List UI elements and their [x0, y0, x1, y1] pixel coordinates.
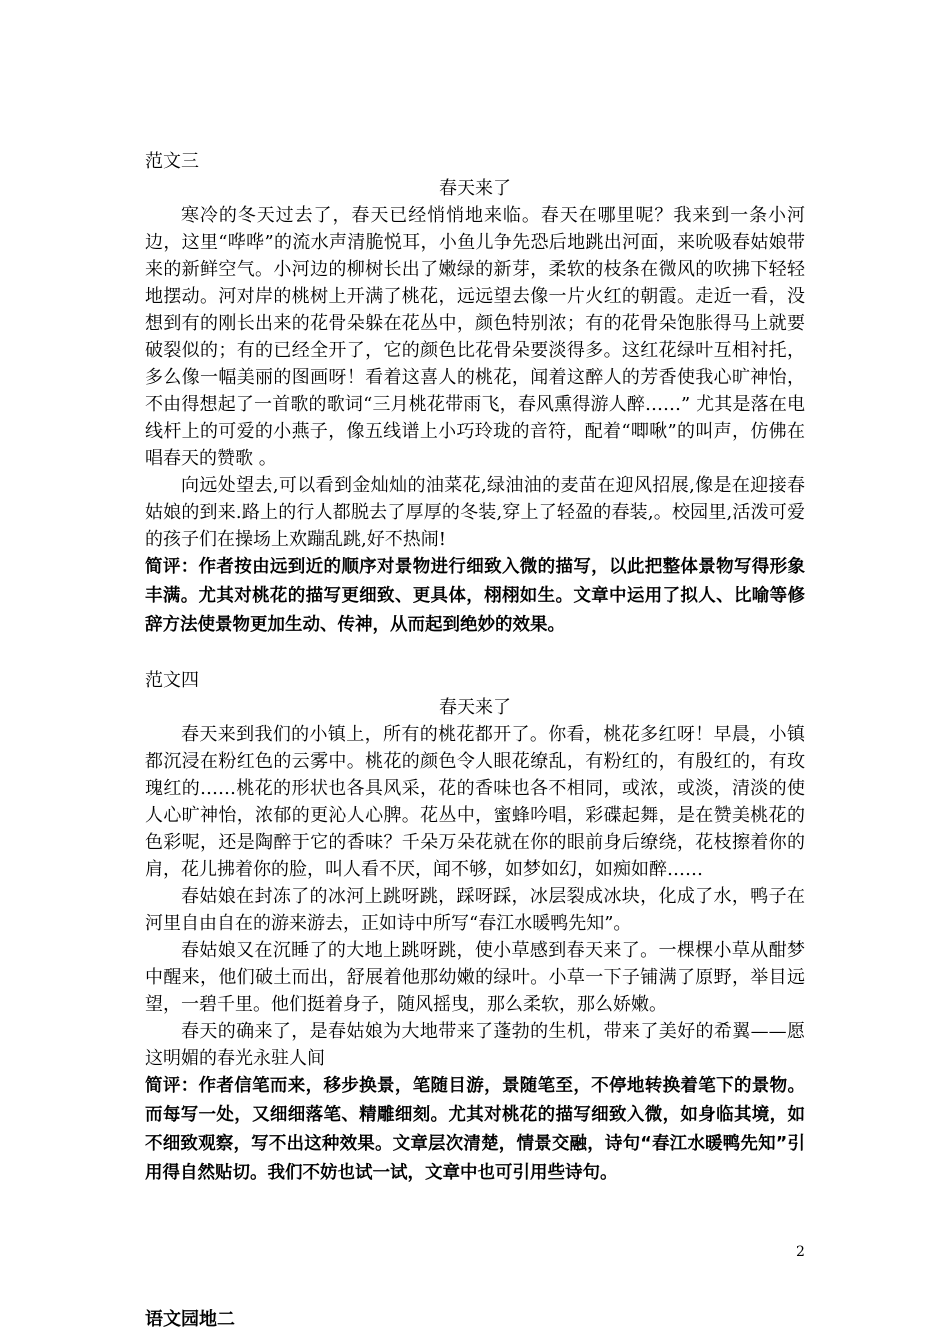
essay4-label: 范文四 [145, 670, 199, 691]
document-page [145, 148, 805, 1333]
essay4-paragraph-1: 春天来到我们的小镇上，所有的桃花都开了。你看，桃花多红呀！早晨，小镇都沉浸在粉红色的云雾中。桃花的颜色令人眼花缭乱，有粉红的，有殷红的，有玫瑰红的……桃花的形状也各具风采，花的香味也各不相同，或浓，或淡，清淡的使人心旷神怡，浓郁的更沁人心脾。花丛中，蜜蜂吟唱，彩碟起舞，是在赞美桃花的色彩呢，还是陶醉于它的香味？千朵万朵花就在你的眼前身后缭绕，花枝擦着你的肩，花儿拂着你的脸，叫人看不厌，闻不够，如梦如幻，如痴如醉…… [145, 724, 805, 880]
page-number: 2 [796, 1244, 805, 1260]
essay4-comment: 简评：作者信笔而来，移步换景，笔随目游，景随笔至，不停地转换着笔下的景物。而每写一处，又细细落笔、精雕细刻。尤其对桃花的描写细致入微，如身临其境，如不细致观察，写不出这种效果。文章层次清楚，情景交融，诗句“春江水暖鸭先知”引用得自然贴切。我们不妨也试一试，文章中也可引用些诗句。 [145, 1076, 805, 1183]
essay3-paragraph-1: 寒冷的冬天过去了，春天已经悄悄地来临。春天在哪里呢？我来到一条小河边，这里“哗哗”的流水声清脆悦耳，小鱼儿争先恐后地跳出河面，来吮吸春姑娘带来的新鲜空气。小河边的柳树长出了嫩绿的新芽，柔软的枝条在微风的吹拂下轻轻地摆动。河对岸的桃树上开满了桃花，远远望去像一片火红的朝霞。走近一看，没想到有的刚长出来的花骨朵躲在花丛中，颜色特别浓；有的花骨朵饱胀得马上就要破裂似的；有的已经全开了，它的颜色比花骨朵要淡得多。这红花绿叶互相衬托，多么像一幅美丽的图画呀！看着这喜人的桃花，闻着这醉人的芳香使我心旷神怡，不由得想起了一首歌的歌词“三月桃花带雨飞，春风熏得游人醉……” 尤其是落在电线杆上的可爱的小燕子，像五线谱上小巧玲珑的音符，配着“唧啾”的叫声，仿佛在唱春天的赞歌 。 [145, 205, 805, 469]
spacer [145, 1188, 805, 1306]
essay4-paragraph-3: 春姑娘又在沉睡了的大地上跳呀跳，使小草感到春天来了。一棵棵小草从酣梦中醒来，他们破土而出，舒展着他那幼嫩的绿叶。小草一下子铺满了原野，举目远望，一碧千里。他们挺着身子，随风摇曳，那么柔软，那么娇嫩。 [145, 940, 805, 1015]
section-heading: 语文园地二 [145, 1309, 235, 1330]
essay4-title: 春天来了 [439, 697, 511, 718]
essay4-paragraph-4: 春天的确来了，是春姑娘为大地带来了蓬勃的生机，带来了美好的希翼——愿这明媚的春光永驻人间 [145, 1021, 805, 1069]
essay3-comment: 简评：作者按由远到近的顺序对景物进行细致入微的描写，以此把整体景物写得形象丰满。尤其对桃花的描写更细致、更具体，栩栩如生。文章中运用了拟人、比喻等修辞方法使景物更加生动、传神，从而起到绝妙的效果。 [145, 557, 805, 635]
essay3-title: 春天来了 [439, 178, 511, 199]
essay4-paragraph-2: 春姑娘在封冻了的冰河上跳呀跳，踩呀踩，冰层裂成冰块，化成了水，鸭子在河里自由自在的游来游去，正如诗中所写“春江水暖鸭先知”。 [145, 886, 805, 934]
essay3-paragraph-2: 向远处望去,可以看到金灿灿的油菜花,绿油油的麦苗在迎风招展,像是在迎接春姑娘的到来.路上的行人都脱去了厚厚的冬装,穿上了轻盈的春装,。校园里,活泼可爱的孩子们在操场上欢蹦乱跳,好不热闹! [145, 475, 805, 550]
spacer [145, 640, 805, 667]
essay3-label: 范文三 [145, 151, 199, 172]
